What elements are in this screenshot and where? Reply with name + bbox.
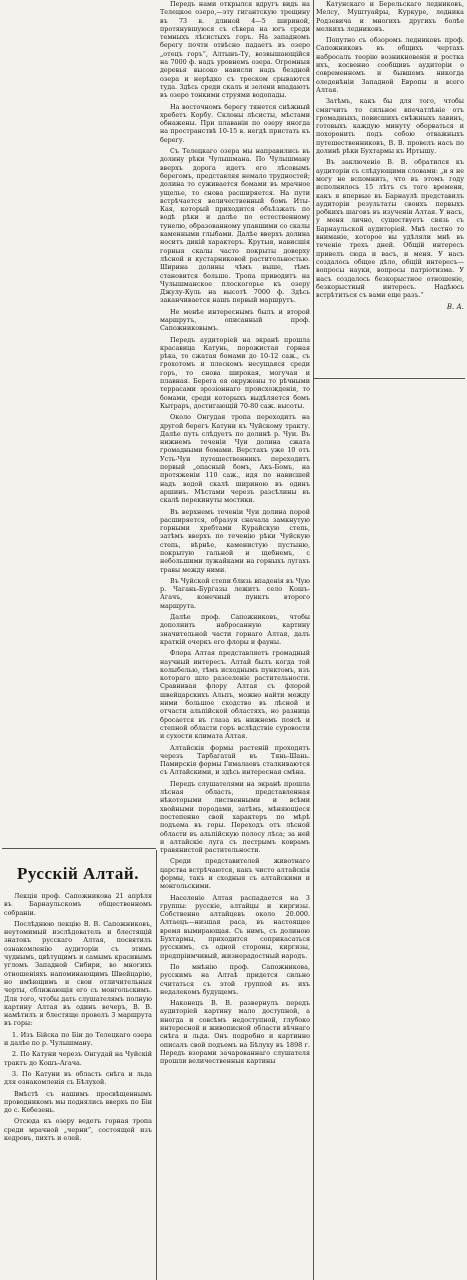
- article-column-1: [4, 850, 152, 1280]
- article-paragraph: Флора Алтая представляетъ громадный научный интересъ. Алтай былъ когда той колыбелью, тѣмъ исходнымъ пунктомъ, изъ котораго шло разселенiе растительности. Сравнивая флору Алтая съ флорой швейцарскихъ Альпъ, можно найти между ними большое сходство въ лѣсной и отчасти альпiйской областяхъ, но разница бросается въ глаза въ нижнемъ поясѣ и степной области горъ вслѣдствiе суровости и сухости климата Алтая.: [160, 649, 310, 741]
- article-paragraph: Послѣднюю лекцiю В. В. Сапожниковъ, неутомимый изслѣдователь и блестящiй знатокъ русскаго Алтая, посвятилъ ознакомленiю аудиторiи съ этимъ чуднымъ, цвѣтущимъ и самымъ красивымъ угломъ Западной Сибири, во многихъ отношенiяхъ напоминающимъ Швейцарiю, но имѣющимъ и свои отличительныя черты, сближающiя его съ монгольскимъ. Для того, чтобы дать слушателямъ полную картину Алтая въ одинъ вечеръ, В. В. намѣтилъ и блестяще провелъ 3 маршрута въ горы:: [4, 919, 152, 1028]
- article-paragraph: Передъ слушателями на экранѣ прошла лѣсная область, представленная нѣкоторыми лиственными и всѣми хвойными породами, затѣмъ, мѣняющiеся постепенно свой характеръ по мѣрѣ подъема въ горы. Переходъ отъ лѣсной области въ альпiйскую полосу лѣса; за ней и алтайскiе луга съ пестрымъ коврамъ травянистой растительности.: [160, 779, 310, 855]
- article-paragraph: Передъ нами открылся вдругъ видъ на Телецкое озеро,—эту гигантскую трещину въ 73 в. длиной 4—5 шириной, протянувшуюся съ сѣвера на югъ среди темныхъ лѣсистыхъ горъ. На западномъ берегу почти отвѣсно падаетъ въ озеро „отецъ горъ“, Алтынъ-Ту, возвышающiйся на 7000 ф. надъ уровнемъ озера. Огромныя деревья высоко нависли надъ бездной озера и нерѣдко съ треском срываются туда. Здѣсь среди скалъ и зелени впадаютъ въ озеро тонкими струями водопады.: [160, 0, 310, 100]
- route-item: 2. По Катуни черезъ Онгудай на Чуйскiй трактъ до Кошъ-Агача.: [4, 1050, 152, 1067]
- article-paragraph: Въ верхнемъ теченiи Чуи долина порой расширяется, образуя сначала замкнутую горными хребтами Курайскую степь, затѣмъ вверхъ по теченiю рѣки Чуйскую степь, вѣрнѣе, каменистую пустыню, покрытую гальной и щебнемъ, с небольшими лужайками на горныхъ лугахъ травы между ними.: [160, 507, 310, 574]
- article-paragraph: Попутно съ обзоромъ ледниковъ проф. Сапожниковъ въ общихъ чертахъ набросалъ теорiю возникновенiя и ростка ихъ, косвенно сообщивъ аудиторiи о современномъ и бывшемъ никогда оледенѣнiи Западной Европы и всего Алтая.: [316, 36, 464, 94]
- route-list: [4, 1031, 152, 1087]
- article-subtitle: Лекцiя проф. Сапожникова 21 апрѣля въ Барнаульскомъ общественномъ собранiи.: [4, 892, 152, 917]
- section-rule: [2, 848, 156, 849]
- article-paragraph: Въ заключенiе В. В. обратился къ аудиторiи съ слѣдующими словами: „и я не могу не вспомнить, что въ этомъ году исполнилось 15 лѣтъ съ того времени, какъ я впервые въ Барнаулѣ представилъ аудиторiи результаты своихъ первыхъ робкихъ шаговъ въ изученiи Алтая. У насъ, у меня лично, существуетъ связь съ Барнаульской аудиторiей. Мнѣ лестно то вниманiе, которое вы удѣляли мнѣ въ теченiе трехъ дней. Общiй интересъ привелъ сюда и васъ, и меня. У насъ создалось общее дѣло, общiй интересъ—вопросы науки, вопросы патрiотизма. У насъ создалось безкорыстное отношенiе, безкорыстный интересъ. Надѣюсь встрѣтиться съ вами еще разъ.“: [316, 158, 464, 300]
- column-rule: [313, 0, 314, 1280]
- article-paragraph: Далѣе проф. Сапожниковъ, чтобы дополнить набросанную картину значительной части горнаго Алтая, далъ краткiй очеркъ его флоры и фауны.: [160, 613, 310, 646]
- article-column-3: [316, 0, 464, 380]
- article-paragraph: На восточномъ берегу тянется снѣжный хребетъ Корбу. Склоны лѣсисты, мѣстами обнажены. При плаванiи по озеру иногда на пространствѣ 10-15 в. негдѣ пристать къ берегу.: [160, 102, 310, 144]
- route-item: 1. Изъ Бiйска по Бiи до Телецкаго озера и далѣе по р. Чулышману.: [4, 1030, 152, 1048]
- article-paragraph: Наконецъ В. В. развернулъ передъ аудиторiей картину мало доступной, а иногда и совсѣмъ недоступной, глубоко интересной и живописной области вѣчнаго снѣга и льда. Онъ подробно и картинно описалъ свой подъемъ на Бѣлуху въ 1898 г. Передъ взорами зачарованнаго слушателя прошли величественныя картины: [160, 999, 310, 1066]
- article-paragraph: Вмѣстѣ съ нашимъ просвѣщеннымъ проводникомъ мы поднялись вверхъ по Бiи до с. Кебезень.: [4, 1089, 152, 1115]
- route-item: 3. По Катуни въ область снѣга и льда для ознакомленiя съ Бѣлухой.: [4, 1069, 152, 1087]
- article-paragraph: Не менѣе интереснымъ былъ и второй маршрутъ, описанный проф. Сапожниковымъ.: [160, 307, 310, 333]
- article-paragraph: Затѣмъ, какъ бы для того, чтобы смягчить то сильное впечатлѣнiе отъ громадныхъ, повисшихъ снѣжныхъ лавинъ, готовыхъ каждую минуту оборваться и похоронить подъ собою отважныхъ путешественниковъ, В. В. провелъ насъ по долинѣ рѣки Бухтармы къ Иртышу.: [316, 97, 464, 156]
- article-paragraph: Населенiе Алтая распадается на 3 группы: русскiе, алтайцы и киргизы. Собственно алтайцевъ около 20.000. Алтаецъ—низшая раса, въ настоящее время вымирающая. Съ нимъ, съ долиною Бухтармы, приходится соприкасаться русскимъ, съ одной стороны, киргизы, предпрiимчивый, жизнерадостный народъ.: [160, 893, 310, 960]
- article-paragraph: Алтайскiя формы растенiй проходятъ черезъ Тарбагатай въ Тянь-Шань. Памирскiя формы Гималаевъ сталкиваются съ Алтайскими, и здѣсь интересная смѣна.: [160, 743, 310, 777]
- article-column-2: [160, 0, 310, 1280]
- article-paragraph: По мнѣнiю проф. Сапожникова, русскимъ на Алтаѣ придется сильно считаться съ этой группой въ ихъ недалекомъ будущемъ.: [160, 962, 310, 996]
- author-signature: В. А.: [446, 303, 464, 312]
- article-paragraph: Въ Чуйской степи близь впаденiя въ Чую р. Чагань-Бургазы лежитъ село Кошъ-Агачъ, конечный пунктъ второго маршрута.: [160, 576, 310, 610]
- article-paragraph: Передъ аудиторiей на экранѣ прошла красавица Катунь, порожистая горная рѣка, то сжатая бомами до 10-12 саж., съ грохотомъ и плескомъ несущаяся среди горъ, то снова широкая, могучая и плавная. Берега ея окружены то рѣчными террасами эрозiоннаго происхожденiя, то бомами, среди которыхъ выдѣляется бомъ Кытраръ, достигающiй 70-80 саж. высоты.: [160, 335, 310, 410]
- article-paragraph: Съ Телецкаго озера мы направились въ долину рѣки Чулышмана. По Чулышману вверхъ дорога идетъ его лѣсовымъ берегомъ, представляя немало трудностей; долина то суживается бомами въ мрачное ущелье, то снова расширяется. На пути встрѣчается величественный бомъ Иты-Кая, который приходится объѣзжать по водѣ рѣки и далѣе по естественному тунелю, образованному упавшими со скалы каменными глыбами. Далѣе вверхъ долина носитъ дикiй характеръ. Крутыя, нависшiя горныя скалы часто покрыты доверху лѣсной и кустарниковой растительностью. Ширина долины чѣмъ выше, тѣмъ становится больше. Тропа приводитъ на Чулышманское плоскогорье къ озеру Джулу-Куль на высотѣ 7000 ф. Здѣсь заканчивается нашъ первый маршрутъ.: [160, 147, 310, 305]
- article-title: Русскiй Алтай.: [17, 864, 139, 883]
- article-paragraph: Отсюда къ озеру ведетъ горная тропа среди мрачной „черни“, состоящей изъ кедровъ, пихтъ и елей.: [4, 1117, 152, 1143]
- article-paragraph: Среди представителей животнаго царства встрѣчаются, какъ чисто алтайскiя формы, такъ и сходныя съ алтайскими и монгольскими.: [160, 857, 310, 891]
- article-paragraph: Около Онгудая тропа переходитъ на другой берегъ Катуни къ Чуйскому тракту. Далѣе путь слѣдуетъ по долинѣ р. Чуи. Въ нижнемъ теченiи Чуи долина сжата громадными бомами. Верстахъ уже 10 отъ Усть-Чуи путешественникъ переходитъ первый „опасный бомъ, Акъ-Бомъ, на протяженiи 110 саж., идя по нависшей надъ водой скалѣ шириною въ одинъ аршинъ. Мѣстами черезъ разсѣлины въ скалѣ перекинуты мостики.: [160, 413, 310, 505]
- column-rule: [156, 850, 157, 1280]
- article-paragraph: Катунскаго и Берельскаго ледниковъ, Мелсу, Муштуайры, Куркуре, ледника Родзевича и многихъ другихъ болѣе мелкихъ ледниковъ.: [316, 0, 464, 33]
